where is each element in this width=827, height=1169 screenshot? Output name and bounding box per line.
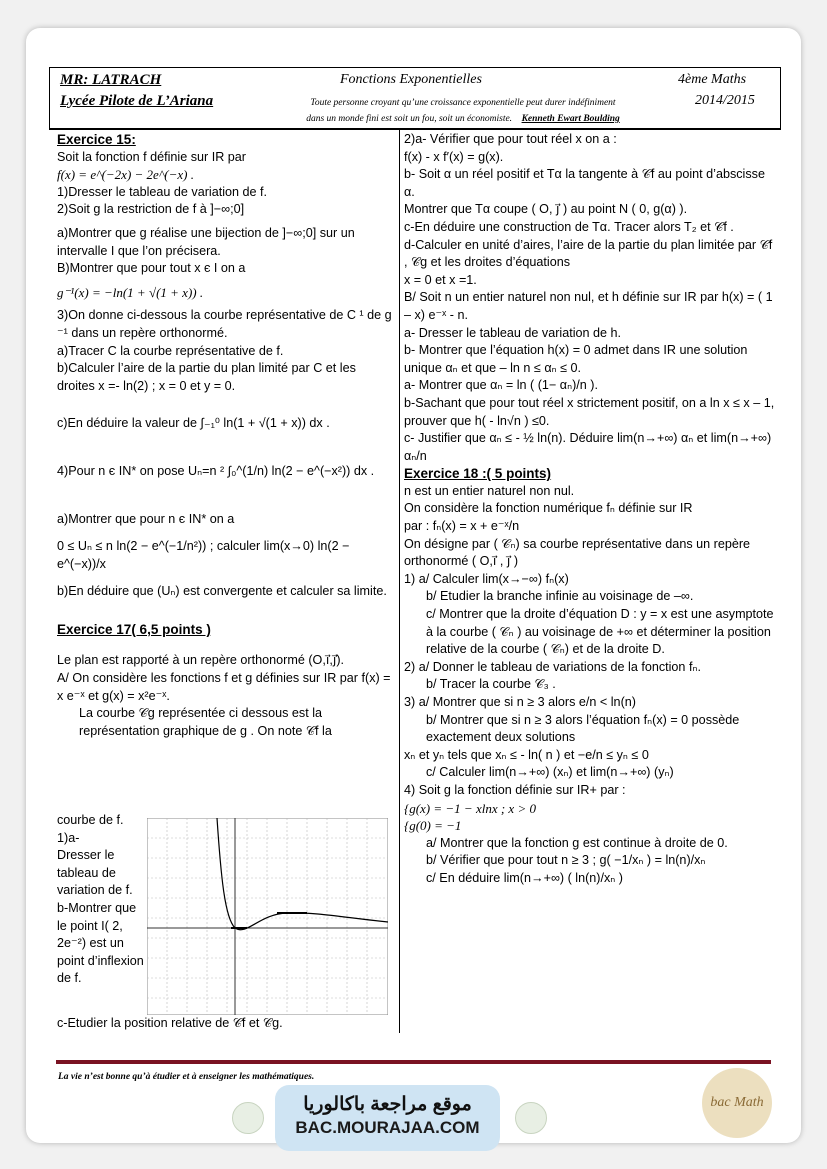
left-column-end <box>57 1015 392 1033</box>
text-line: n est un entier naturel non nul. <box>404 483 575 498</box>
epigraph-line-1: Toute personne croyant qu’une croissance exponentielle peut durer indéfiniment <box>310 98 616 108</box>
formula: g⁻¹(x) = −ln(1 + √(1 + x)) . <box>57 284 204 300</box>
class-level: 4ème Maths <box>678 72 747 87</box>
footer-motto: La vie n’est bonne qu’à étudier et à enseigner les mathématiques. <box>58 1072 315 1082</box>
text-line: 1) a/ Calculer lim(x→−∞) fₙ(x) <box>404 571 569 586</box>
text-line: a)Tracer C la courbe représentative de f. <box>57 343 284 358</box>
school-name: Lycée Pilote de L’Ariana <box>60 93 214 109</box>
text-line: xₙ et yₙ tels que xₙ ≤ - ln( n ) et −e/n ≤ yₙ ≤ 0 <box>404 747 649 762</box>
text-line: On considère la fonction numérique fₙ définie sur IR <box>404 501 693 516</box>
text-line: La courbe 𝒞g représentée ci dessous est la représentation graphique de g . On note 𝒞f la <box>79 706 332 738</box>
text-line: b- Soit α un réel positif et Tα la tangente à 𝒞f au point d’abscisse α. <box>404 167 765 199</box>
text-line: c/ En déduire lim(n→+∞) ( ln(n)/xₙ ) <box>426 870 624 885</box>
text-line: 2)Soit g la restriction de f à ]−∞;0] <box>57 202 245 217</box>
exercise-17-questions <box>57 812 145 988</box>
epigraph-author: Kenneth Ewart Boulding <box>521 114 620 124</box>
text-line: B/ Soit n un entier naturel non nul, et h définie sur IR par h(x) = ( 1 – x) e⁻ˣ - n. <box>404 290 773 322</box>
footer-rule <box>56 1060 771 1064</box>
text-line: B)Montrer que pour tout x є I on a <box>57 261 246 276</box>
site-url[interactable]: BAC.MOURAJAA.COM <box>295 1118 480 1137</box>
text-line: f(x) - x f′(x) = g(x). <box>404 149 504 164</box>
text-line: a)Montrer que pour n є IN* on a <box>57 511 235 526</box>
text-line: On désigne par ( 𝒞ₙ) sa courbe représentative dans un repère orthonormé ( O,i⃗ , j⃗ ) <box>404 536 751 569</box>
text-line: d-Calculer en unité d’aires, l’aire de la partie du plan limitée par 𝒞f , 𝒞g et les droites d’équations <box>404 237 773 270</box>
exercise-15-title: Exercice 15: <box>57 132 136 147</box>
exercise-17-title: Exercice 17( 6,5 points ) <box>57 621 211 637</box>
text-line: x = 0 et x =1. <box>404 272 477 287</box>
author-name: MR: LATRACH <box>60 72 162 88</box>
text-line: a- Dresser le tableau de variation de h. <box>404 325 622 340</box>
text-line: b/ Tracer la courbe 𝒞₃ . <box>426 677 556 692</box>
text-line: c/ Calculer lim(n→+∞) (xₙ) et lim(n→+∞) (yₙ) <box>426 765 674 780</box>
epigraph-line-2: dans un monde fini est soit un fou, soit un économiste. <box>306 114 513 124</box>
site-banner[interactable] <box>275 1085 500 1151</box>
graph-svg <box>147 818 388 1015</box>
text-line: a/ Montrer que la fonction g est continue à droite de 0. <box>426 835 728 850</box>
text-line: a- Montrer que αₙ = ln ( (1− αₙ)/n ). <box>404 378 598 393</box>
document-header <box>49 67 781 130</box>
exercise-18-title: Exercice 18 :( 5 points) <box>404 466 552 482</box>
epigraph <box>278 95 648 127</box>
text-line: 4)Pour n є IN* on pose Uₙ=n ² ∫₀^(1/n) ln(2 − e^(−x²)) dx . <box>57 463 375 478</box>
text-line: c- Justifier que αₙ ≤ - ½ ln(n). Déduire lim(n→+∞) αₙ et lim(n→+∞) αₙ/n <box>404 431 772 463</box>
left-column <box>57 131 392 740</box>
site-logo-icon <box>515 1102 547 1134</box>
text-line: 2)a- Vérifier que pour tout réel x on a : <box>404 132 617 146</box>
text-line: b/ Etudier la branche infinie au voisinage de –∞. <box>426 589 694 604</box>
text-line: Montrer que Tα coupe ( O, j⃗ ) au point N ( 0, g(α) ). <box>404 202 688 217</box>
bac-math-badge: bac Math <box>702 1068 772 1138</box>
text-line: Soit la fonction f définie sur IR par <box>57 149 247 164</box>
curve-graph <box>147 818 388 1015</box>
formula: {g(x) = −1 − xlnx ; x > 0 <box>404 800 536 816</box>
text-line: par : fₙ(x) = x + e⁻ˣ/n <box>404 519 520 534</box>
text-line: 0 ≤ Uₙ ≤ n ln(2 − e^(−1/n²)) ; calculer lim(x→0) ln(2 − e^(−x))/x <box>57 539 350 571</box>
text-line: b)En déduire que (Uₙ) est convergente et calculer sa limite. <box>57 584 387 599</box>
text-block: courbe de f. 1)a- Dresser le tableau de variation de f. b-Montrer que le point I( 2, 2e⁻²) est un point d’inflexion de f. <box>57 813 144 986</box>
text-line: 1)Dresser le tableau de variation de f. <box>57 184 268 199</box>
text-line: c)En déduire la valeur de ∫₋₁⁰ ln(1 + √(1 + x)) dx . <box>57 416 330 431</box>
text-line: 2) a/ Donner le tableau de variations de la fonction fₙ. <box>404 659 701 674</box>
school-year: 2014/2015 <box>695 93 755 108</box>
text-line: b/ Montrer que si n ≥ 3 alors l’équation fₙ(x) = 0 possède exactement deux solutions <box>426 712 740 745</box>
text-line: 3)On donne ci-dessous la courbe représentative de C ¹ de g ⁻¹ dans un repère orthonormé. <box>57 308 392 340</box>
text-line: b/ Vérifier que pour tout n ≥ 3 ; g( −1/xₙ ) = ln(n)/xₙ <box>426 853 706 868</box>
right-column <box>404 131 776 888</box>
text-line: c/ Montrer que la droite d’équation D : y = x est une asymptote à la courbe ( 𝒞ₙ ) au voisinage de +∞ et déterminer la position relative de la courbe ( 𝒞ₙ) et de la droite D. <box>426 607 774 657</box>
text-line: c-Etudier la position relative de 𝒞f et 𝒞g. <box>57 1016 283 1030</box>
column-divider <box>399 128 400 1033</box>
site-logo-icon <box>232 1102 264 1134</box>
text-line: A/ On considère les fonctions f et g définies sur IR par f(x) = x e⁻ˣ et g(x) = x²e⁻ˣ. <box>57 671 391 703</box>
text-line: b)Calculer l’aire de la partie du plan limité par C et les droites x =- ln(2) ; x = 0 et y = 0. <box>57 361 356 393</box>
text-line: c-En déduire une construction de Tα. Tracer alors T₂ et 𝒞f . <box>404 219 734 234</box>
formula: f(x) = e^(−2x) − 2e^(−x) . <box>57 167 194 183</box>
text-line: 4) Soit g la fonction définie sur IR+ par : <box>404 782 626 797</box>
text-line: b-Sachant que pour tout réel x strictement positif, on a ln x ≤ x – 1, prouver que h( - ln√n ) ≤0. <box>404 395 775 428</box>
text-line: Le plan est rapporté à un repère orthonormé (O,i⃗,j⃗). <box>57 653 345 668</box>
text-line: 3) a/ Montrer que si n ≥ 3 alors e/n < ln(n) <box>404 695 636 709</box>
formula: {g(0) = −1 <box>404 818 462 834</box>
document-title: Fonctions Exponentielles <box>340 72 482 87</box>
site-name-arabic: موقع مراجعة باكالوريا <box>303 1094 472 1115</box>
text-line: a)Montrer que g réalise une bijection de ]−∞;0] sur un intervalle I que l’on précisera. <box>57 225 355 258</box>
text-line: b- Montrer que l’équation h(x) = 0 admet dans IR une solution unique αₙ et que – ln n ≤ αₙ ≤ 0. <box>404 343 748 375</box>
